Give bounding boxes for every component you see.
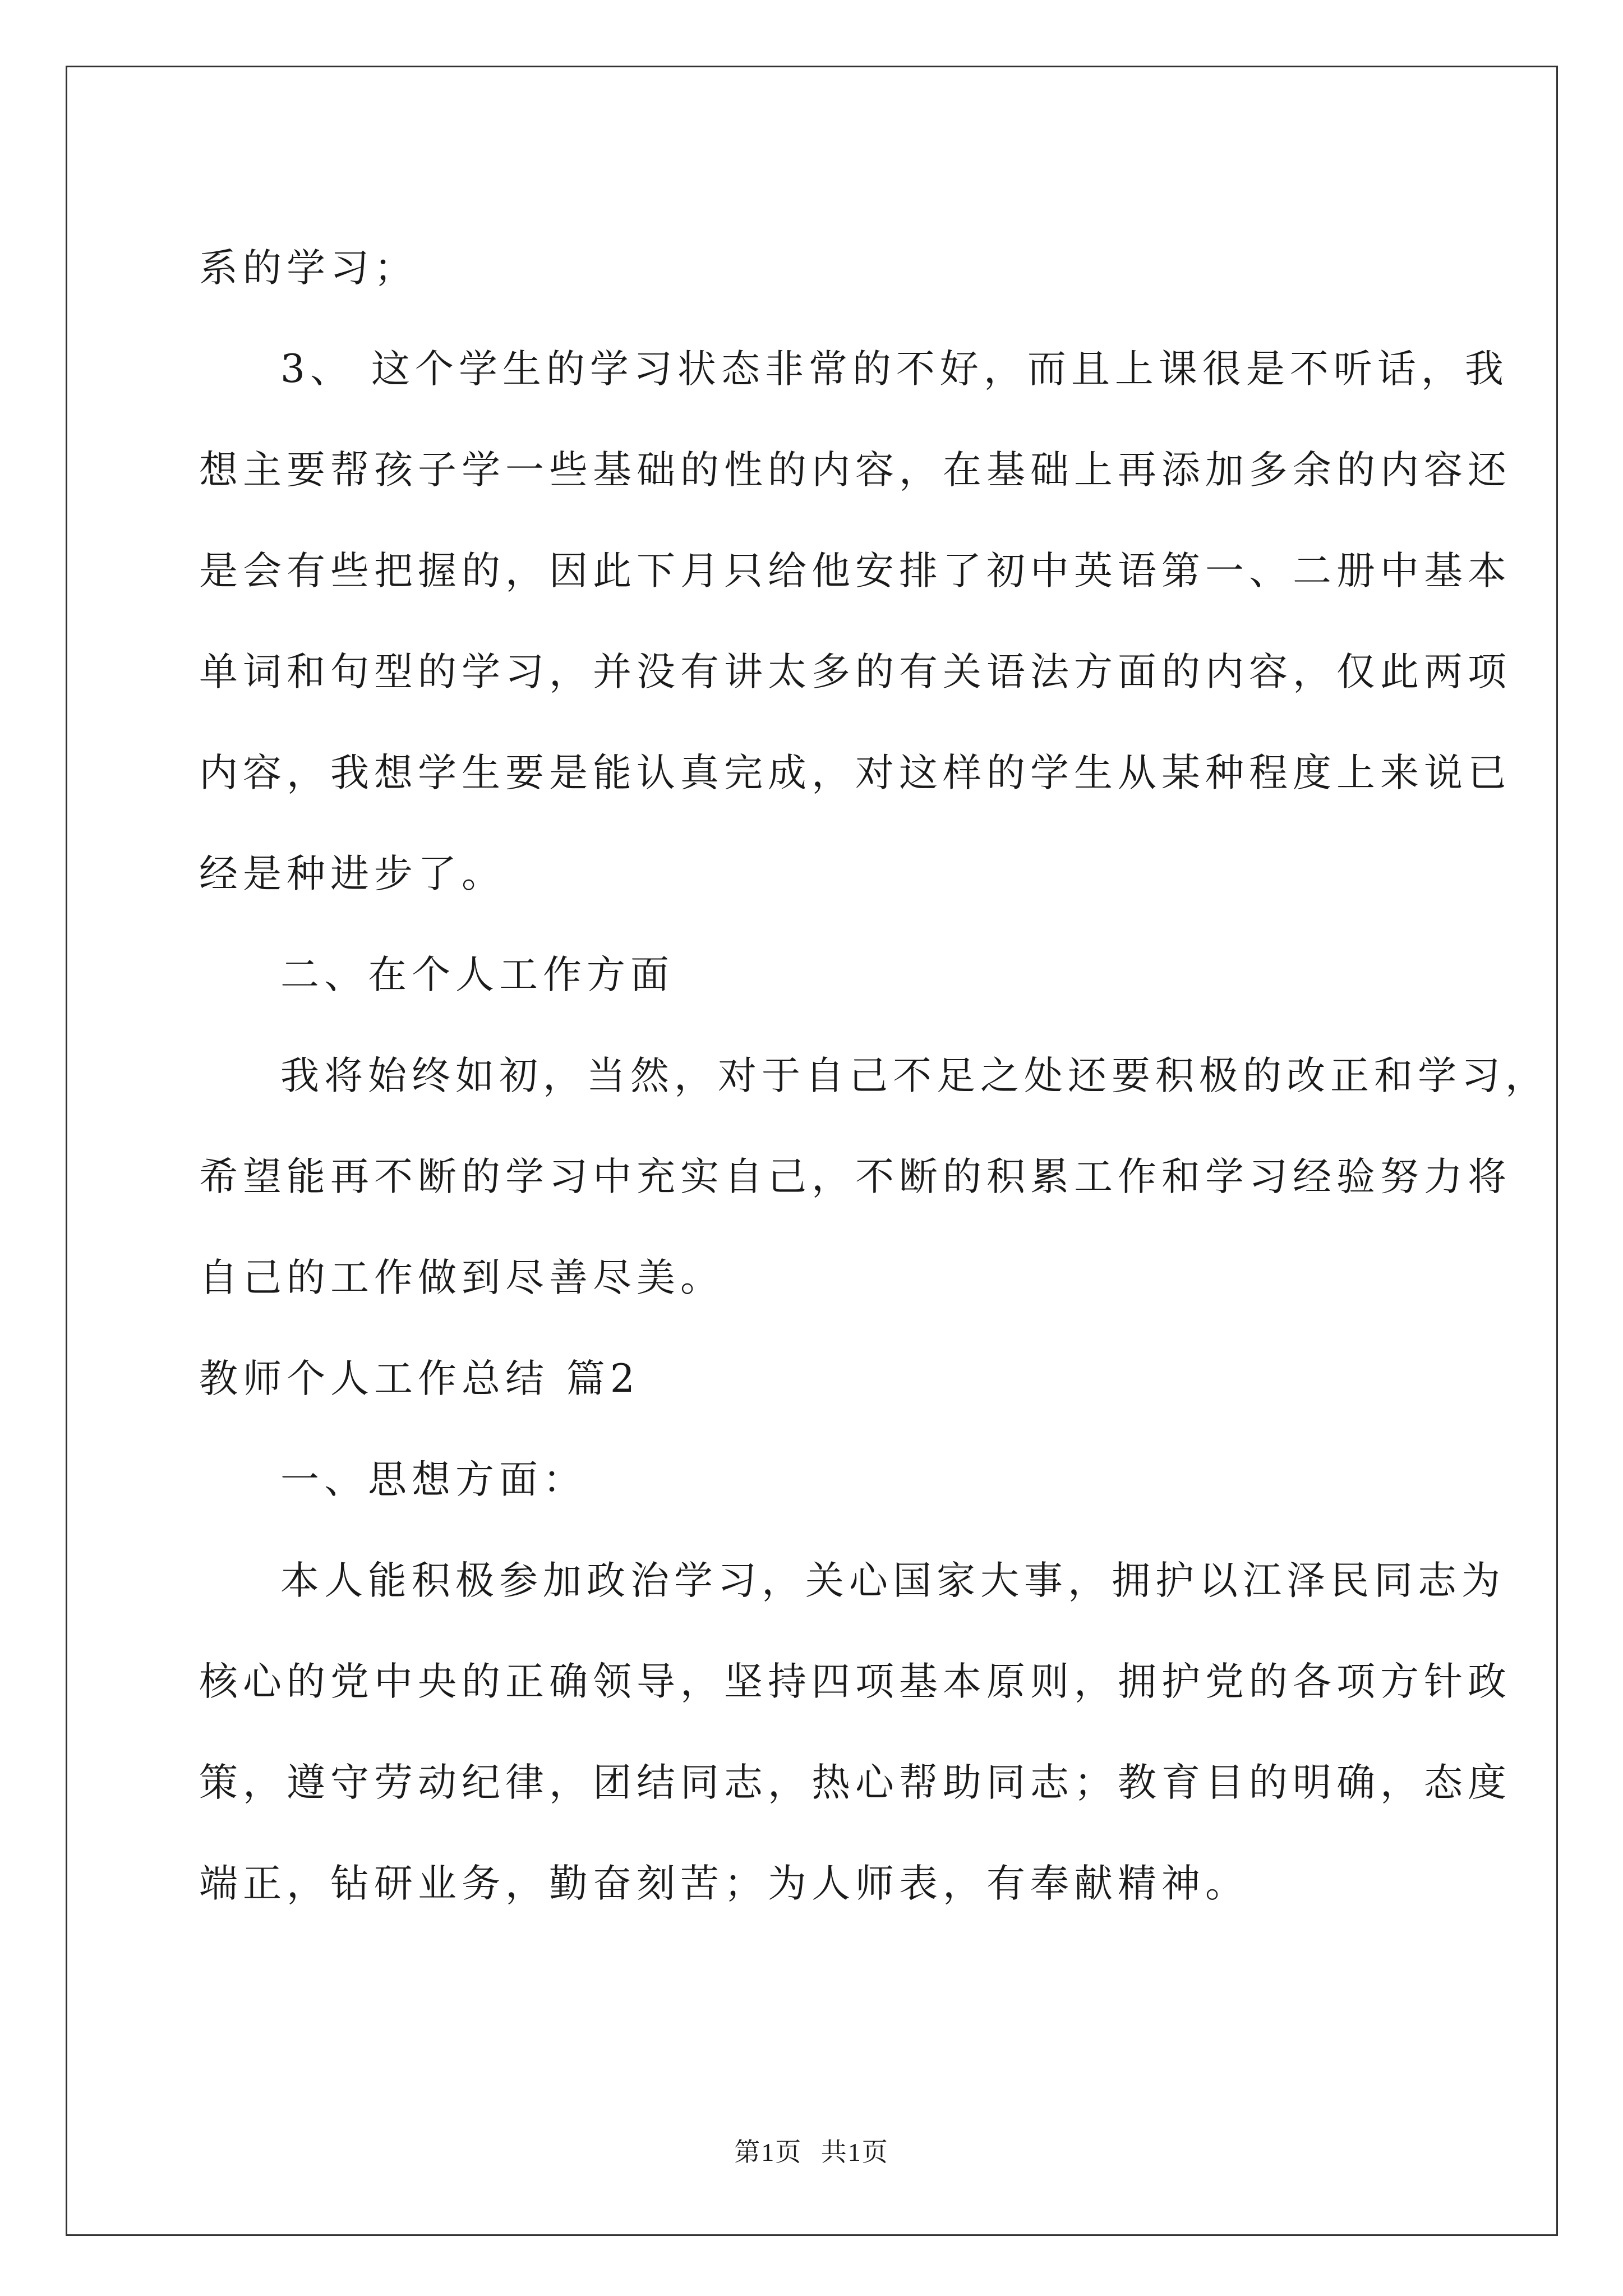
text-line: 自己的工作做到尽善尽美。 — [199, 1255, 724, 1300]
text-line: 策，遵守劳动纪律，团结同志，热心帮助同志；教育目的明确，态度 — [199, 1760, 1511, 1805]
text-line: 经是种进步了。 — [199, 852, 505, 896]
text-line: 我将始终如初，当然，对于自己不足之处还要积极的改正和学习， — [280, 1053, 1549, 1098]
text-line: 3、 这个学生的学习状态非常的不好，而且上课很是不听话，我 — [280, 347, 1509, 392]
text-line: 内容，我想学生要是能认真完成，对这样的学生从某种程度上来说已 — [199, 751, 1511, 795]
text-line: 系的学习； — [199, 246, 418, 291]
article-title: 教师个人工作总结 篇2 — [199, 1356, 640, 1401]
text-line: 希望能再不断的学习中充实自己，不断的积累工作和学习经验努力将 — [199, 1154, 1511, 1199]
text-line: 想主要帮孩子学一些基础的性的内容，在基础上再添加多余的内容还 — [199, 448, 1511, 493]
document-body — [199, 218, 1549, 1934]
text-line: 是会有些把握的，因此下月只给他安排了初中英语第一、二册中基本 — [199, 549, 1511, 593]
text-line: 端正，钻研业务，勤奋刻苦；为人师表，有奉献精神。 — [199, 1861, 1249, 1906]
page-number-total: 共1页 — [820, 2138, 889, 2166]
page-footer — [0, 2132, 1623, 2169]
page-number-current: 第1页 — [734, 2138, 803, 2166]
text-line: 单词和句型的学习，并没有讲太多的有关语法方面的内容，仅此两项 — [199, 650, 1511, 694]
text-line: 核心的党中央的正确领导，坚持四项基本原则，拥护党的各项方针政 — [199, 1659, 1511, 1704]
section-heading: 二、在个人工作方面 — [280, 953, 674, 997]
text-line: 本人能积极参加政治学习，关心国家大事，拥护以江泽民同志为 — [280, 1558, 1505, 1603]
section-heading: 一、思想方面： — [280, 1457, 587, 1502]
